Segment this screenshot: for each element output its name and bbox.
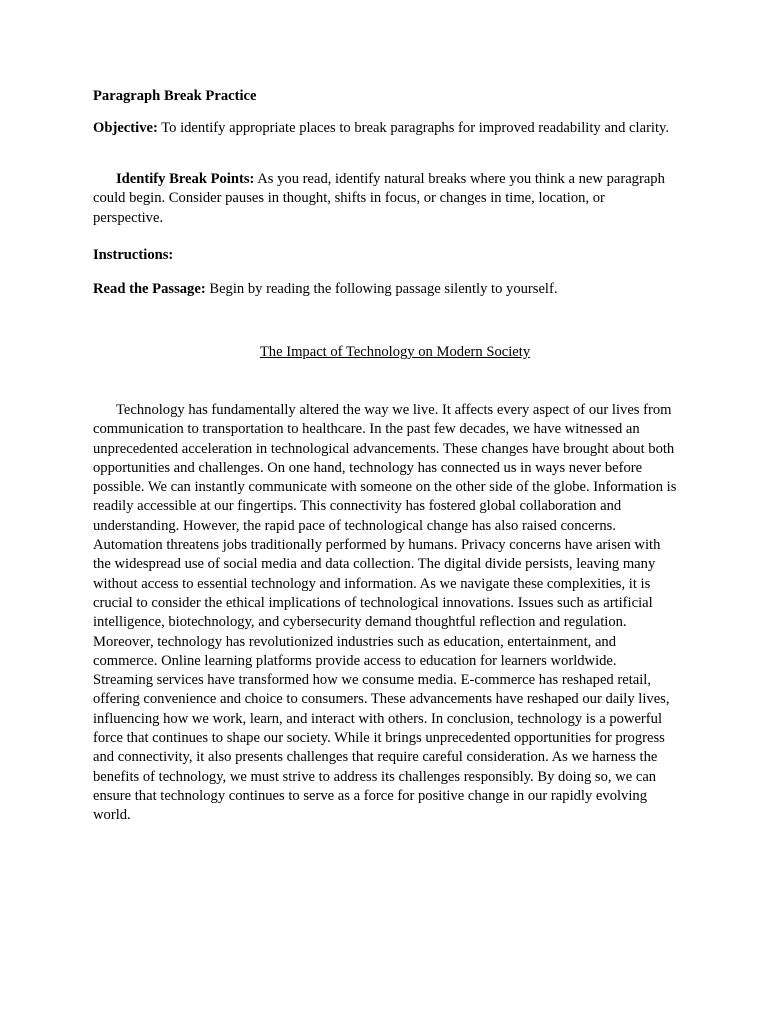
objective-paragraph: [93, 120, 677, 138]
objective-label: Objective:: [93, 120, 158, 136]
passage-title: The Impact of Technology on Modern Society: [259, 344, 531, 360]
break-points-label: Identify Break Points:: [116, 171, 255, 187]
break-points-paragraph: [93, 170, 677, 228]
passage-body: Technology has fundamentally altered the way we live. It affects every aspect of our lives from communication to transportation to healthcare. In the past few decades, we have witnessed an unprecedented acceleration in technological advancements. These changes have brought about both opportunities and challenges. On one hand, technology has connected us in ways never before possible. We can instantly communicate with someone on the other side of the globe. Information is readily accessible at our fingertips. This connectivity has fostered global collaboration and understanding. However, the rapid pace of technological change has also raised concerns. Automation threatens jobs traditionally performed by humans. Privacy concerns have arisen with the widespread use of social media and data collection. The digital divide persists, leaving many without access to essential technology and information. As we navigate these complexities, it is crucial to consider the ethical implications of technological innovations. Issues such as artificial intelligence, biotechnology, and cybersecurity demand thoughtful reflection and regulation. Moreover, technology has revolutionized industries such as education, entertainment, and commerce. Online learning platforms provide access to education for learners worldwide. Streaming services have transformed how we consume media. E-commerce has reshaped retail, offering convenience and choice to consumers. These advancements have reshaped our daily lives, influencing how we work, learn, and interact with others. In conclusion, technology is a powerful force that continues to shape our society. While it brings unprecedented opportunities for progress and connectivity, it also presents challenges that require careful consideration. As we harness the benefits of technology, we must strive to address its challenges responsibly. By doing so, we can ensure that technology continues to serve as a force for positive change in our rapidly evolving world.: [93, 402, 677, 824]
document-title: Paragraph Break Practice: [93, 88, 257, 104]
break-points-text: As you read, identify natural breaks where you think a new paragraph could begin. Consider pauses in thought, shifts in focus, or changes in time, location, or perspective.: [93, 171, 665, 226]
read-passage-text: Begin by reading the following passage silently to yourself.: [205, 281, 558, 297]
read-passage-paragraph: [93, 280, 677, 299]
objective-text: To identify appropriate places to break paragraphs for improved readability and clarity.: [157, 120, 670, 136]
read-passage-label: Read the Passage:: [93, 281, 206, 297]
instructions-heading: Instructions:: [93, 247, 174, 263]
